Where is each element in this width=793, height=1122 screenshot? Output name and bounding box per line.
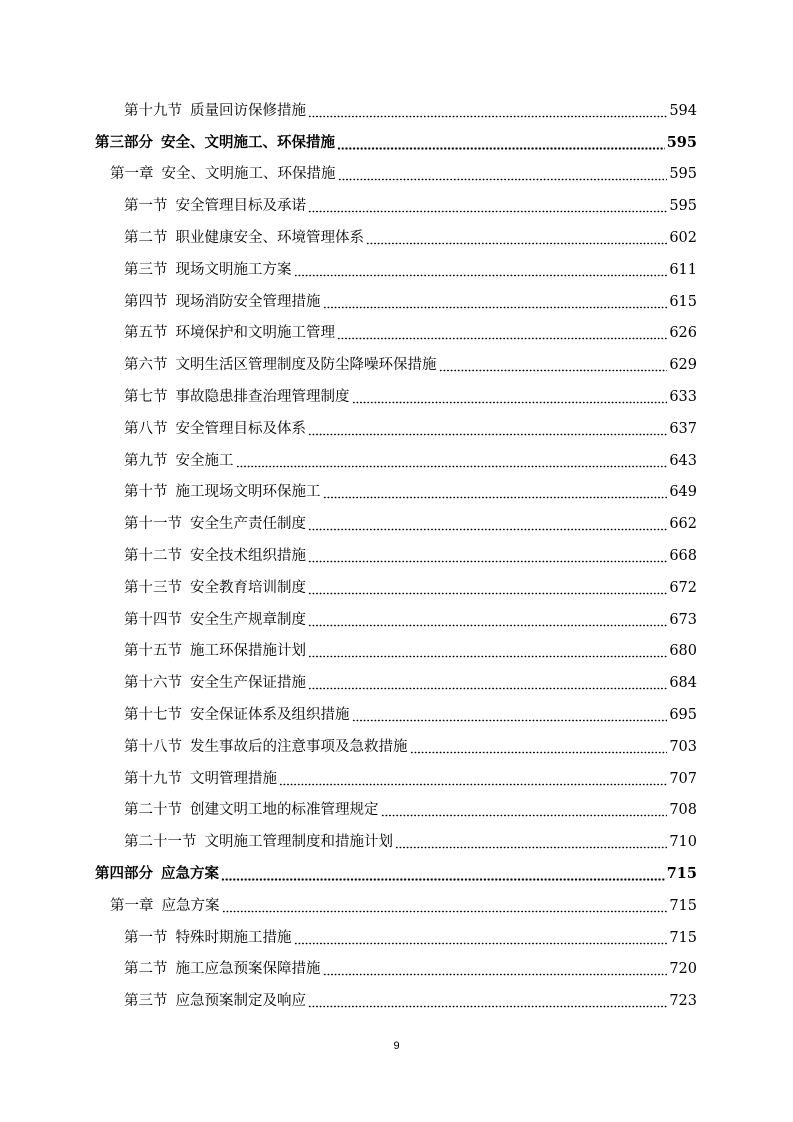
toc-entry-number: 第九节 [124, 452, 168, 469]
toc-entry-label [124, 292, 321, 312]
toc-entry-title: 文明生活区管理制度及防尘降噪环保措施 [175, 357, 437, 374]
toc-section-entry[interactable] [0, 667, 793, 699]
toc-section-entry[interactable] [0, 286, 793, 318]
toc-entry-label [124, 959, 321, 979]
toc-section-entry[interactable] [0, 413, 793, 445]
toc-entry-page: 672 [669, 579, 697, 596]
toc-dot-leader [308, 641, 667, 661]
toc-section-entry[interactable] [0, 349, 793, 381]
toc-entry-number: 第三节 [124, 261, 168, 278]
toc-entry-page: 715 [669, 929, 697, 946]
toc-entry-number: 第二十一节 [124, 834, 197, 851]
toc-entry-title: 施工环保措施计划 [190, 643, 306, 660]
page-number: 9 [393, 1040, 400, 1052]
toc-dot-leader [366, 228, 667, 248]
toc-dot-leader [236, 451, 668, 471]
toc-entry-page: 715 [666, 865, 697, 883]
toc-dot-leader [308, 546, 667, 566]
toc-entry-title: 职业健康安全、环境管理体系 [175, 230, 364, 247]
toc-entry-label [95, 133, 335, 153]
toc-entry-page: 595 [666, 133, 697, 151]
toc-entry-title: 特殊时期施工措施 [175, 929, 292, 946]
toc-chapter-entry[interactable] [0, 890, 793, 922]
toc-dot-leader [308, 101, 667, 121]
toc-entry-page: 629 [669, 357, 697, 374]
toc-section-entry[interactable] [0, 985, 793, 1017]
toc-entry-label [124, 387, 350, 407]
toc-dot-leader [294, 928, 668, 948]
toc-entry-label [124, 260, 292, 280]
toc-entry-page: 611 [669, 261, 697, 278]
toc-entry-title: 安全、文明施工、环保措施 [161, 133, 335, 151]
toc-dot-leader [337, 133, 665, 153]
toc-entry-title: 安全管理目标及体系 [175, 420, 306, 437]
toc-entry-page: 673 [669, 611, 697, 628]
toc-dot-leader [308, 514, 667, 534]
toc-entry-number: 第十二节 [124, 548, 182, 565]
toc-entry-label [124, 228, 364, 248]
toc-entry-page: 695 [669, 707, 697, 724]
toc-part-entry[interactable] [0, 127, 793, 159]
toc-section-entry[interactable] [0, 954, 793, 986]
toc-entry-title: 施工现场文明环保施工 [175, 484, 321, 501]
toc-entry-number: 第十五节 [124, 643, 182, 660]
toc-dot-leader [337, 323, 667, 343]
toc-dot-leader [338, 164, 668, 184]
toc-dot-leader [323, 292, 668, 312]
toc-part-entry[interactable] [0, 858, 793, 890]
toc-entry-page: 715 [669, 897, 697, 914]
toc-entry-label [124, 451, 234, 471]
toc-entry-title: 质量回访保修措施 [190, 102, 306, 119]
toc-entry-number: 第十九节 [124, 770, 182, 787]
toc-section-entry[interactable] [0, 381, 793, 413]
toc-entry-page: 602 [669, 230, 697, 247]
toc-entry-page: 643 [669, 452, 697, 469]
toc-entry-title: 环境保护和文明施工管理 [175, 325, 335, 342]
toc-entry-label [124, 578, 306, 598]
toc-dot-leader [308, 991, 667, 1011]
toc-entry-number: 第十三节 [124, 579, 182, 596]
toc-entry-title: 安全生产规章制度 [190, 611, 306, 628]
toc-section-entry[interactable] [0, 222, 793, 254]
toc-entry-number: 第一节 [124, 929, 168, 946]
toc-entry-title: 发生事故后的注意事项及急救措施 [190, 738, 408, 755]
toc-entry-number: 第八节 [124, 420, 168, 437]
toc-entry-label [124, 101, 306, 121]
toc-entry-title: 安全管理目标及承诺 [175, 198, 306, 215]
toc-entry-page: 710 [669, 834, 697, 851]
toc-entry-page: 680 [669, 643, 697, 660]
toc-section-entry[interactable] [0, 699, 793, 731]
toc-section-entry[interactable] [0, 763, 793, 795]
toc-section-entry[interactable] [0, 826, 793, 858]
toc-dot-leader [395, 832, 667, 852]
toc-dot-leader [323, 482, 668, 502]
toc-entry-page: 662 [669, 516, 697, 533]
toc-entry-title: 安全、文明施工、环保措施 [161, 166, 336, 183]
toc-entry-title: 应急方案 [161, 897, 220, 914]
toc-entry-number: 第三部分 [95, 133, 153, 151]
toc-entry-title: 应急预案制定及响应 [175, 993, 306, 1010]
toc-entry-title: 安全施工 [175, 452, 234, 469]
toc-entry-label [124, 610, 306, 630]
toc-entry-number: 第十一节 [124, 516, 182, 533]
toc-entry-title: 现场文明施工方案 [175, 261, 292, 278]
toc-entry-number: 第六节 [124, 357, 168, 374]
toc-dot-leader [323, 959, 668, 979]
toc-entry-number: 第四部分 [95, 865, 153, 883]
toc-entry-label [124, 355, 437, 375]
toc-dot-leader [308, 578, 667, 598]
toc-entry-page: 723 [669, 993, 697, 1010]
toc-entry-page: 594 [669, 102, 697, 119]
toc-entry-label [124, 546, 306, 566]
toc-section-entry[interactable] [0, 572, 793, 604]
toc-entry-number: 第二节 [124, 961, 168, 978]
toc-entry-number: 第一节 [124, 198, 168, 215]
toc-entry-number: 第十节 [124, 484, 168, 501]
toc-entry-label [124, 514, 306, 534]
toc-entry-label [124, 832, 393, 852]
toc-entry-page: 708 [669, 802, 697, 819]
toc-section-entry[interactable] [0, 95, 793, 127]
toc-entry-label [124, 769, 277, 789]
toc-entry-page: 707 [669, 770, 697, 787]
toc-entry-number: 第一章 [110, 166, 154, 183]
toc-entry-number: 第十七节 [124, 707, 182, 724]
toc-entry-number: 第十九节 [124, 102, 182, 119]
toc-entry-page: 615 [669, 293, 697, 310]
toc-section-entry[interactable] [0, 508, 793, 540]
toc-entry-number: 第二节 [124, 230, 168, 247]
toc-dot-leader [410, 737, 668, 757]
toc-dot-leader [308, 610, 667, 630]
toc-entry-title: 安全生产责任制度 [190, 516, 306, 533]
toc-dot-leader [294, 260, 668, 280]
toc-section-entry[interactable] [0, 540, 793, 572]
toc-dot-leader [308, 673, 667, 693]
toc-entry-number: 第五节 [124, 325, 168, 342]
toc-section-entry[interactable] [0, 795, 793, 827]
table-of-contents [0, 95, 793, 1017]
toc-entry-label [124, 737, 408, 757]
toc-entry-number: 第七节 [124, 389, 168, 406]
toc-entry-label [124, 419, 306, 439]
toc-entry-title: 应急方案 [161, 865, 219, 883]
toc-dot-leader [308, 419, 667, 439]
toc-entry-page: 626 [669, 325, 697, 342]
toc-entry-title: 安全技术组织措施 [190, 548, 306, 565]
toc-entry-label [124, 482, 321, 502]
toc-dot-leader [352, 387, 668, 407]
toc-entry-page: 637 [669, 420, 697, 437]
toc-entry-label [95, 864, 219, 884]
toc-entry-label [124, 928, 292, 948]
toc-entry-page: 595 [669, 166, 697, 183]
toc-entry-number: 第二十节 [124, 802, 182, 819]
toc-entry-title: 文明施工管理制度和措施计划 [204, 834, 393, 851]
toc-section-entry[interactable] [0, 445, 793, 477]
toc-section-entry[interactable] [0, 922, 793, 954]
toc-entry-title: 安全保证体系及组织措施 [190, 707, 350, 724]
toc-dot-leader [439, 355, 668, 375]
toc-entry-label [124, 800, 379, 820]
toc-entry-number: 第十四节 [124, 611, 182, 628]
toc-dot-leader [279, 769, 667, 789]
toc-entry-page: 720 [669, 961, 697, 978]
toc-entry-label [124, 196, 306, 216]
toc-entry-label [124, 323, 335, 343]
toc-entry-page: 633 [669, 389, 697, 406]
toc-section-entry[interactable] [0, 477, 793, 509]
toc-entry-page: 668 [669, 548, 697, 565]
toc-entry-title: 创建文明工地的标准管理规定 [190, 802, 379, 819]
toc-section-entry[interactable] [0, 731, 793, 763]
toc-entry-number: 第四节 [124, 293, 168, 310]
toc-entry-number: 第十六节 [124, 675, 182, 692]
toc-entry-page: 684 [669, 675, 697, 692]
toc-entry-title: 安全教育培训制度 [190, 579, 306, 596]
toc-entry-number: 第一章 [110, 897, 154, 914]
toc-entry-label [110, 896, 220, 916]
toc-entry-title: 文明管理措施 [190, 770, 277, 787]
toc-entry-number: 第三节 [124, 993, 168, 1010]
toc-section-entry[interactable] [0, 190, 793, 222]
toc-entry-label [124, 705, 350, 725]
toc-entry-label [124, 641, 306, 661]
toc-entry-title: 施工应急预案保障措施 [175, 961, 321, 978]
toc-entry-page: 595 [669, 198, 697, 215]
toc-entry-title: 现场消防安全管理措施 [175, 293, 321, 310]
toc-dot-leader [222, 896, 668, 916]
toc-entry-page: 703 [669, 738, 697, 755]
toc-dot-leader [221, 864, 665, 884]
toc-entry-title: 事故隐患排查治理管理制度 [175, 389, 350, 406]
toc-dot-leader [308, 196, 667, 216]
toc-chapter-entry[interactable] [0, 159, 793, 191]
toc-entry-label [124, 673, 306, 693]
toc-entry-label [124, 991, 306, 1011]
toc-entry-number: 第十八节 [124, 738, 182, 755]
toc-entry-label [110, 164, 336, 184]
toc-dot-leader [352, 705, 668, 725]
toc-section-entry[interactable] [0, 254, 793, 286]
toc-entry-title: 安全生产保证措施 [190, 675, 306, 692]
toc-entry-page: 649 [669, 484, 697, 501]
toc-section-entry[interactable] [0, 636, 793, 668]
toc-dot-leader [381, 800, 668, 820]
toc-section-entry[interactable] [0, 604, 793, 636]
toc-section-entry[interactable] [0, 318, 793, 350]
